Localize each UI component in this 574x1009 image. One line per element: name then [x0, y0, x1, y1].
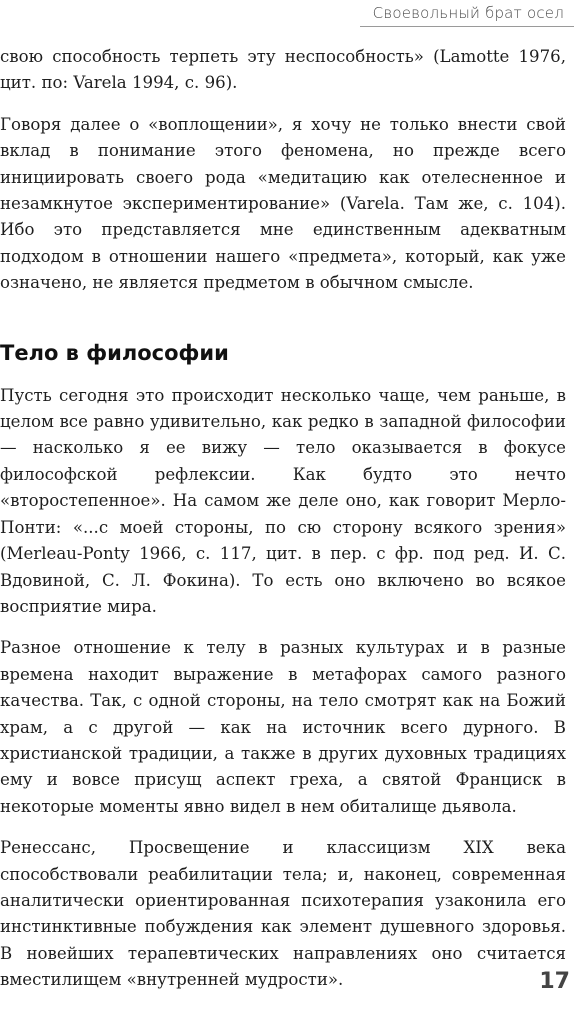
running-head-rule [360, 26, 574, 27]
page-number: 17 [539, 969, 570, 994]
paragraph-2: Говоря далее о «воплощении», я хочу не только внести свой вклад в понимание этого феномена, но прежде всего инициировать своего рода «медитацию как отелесненное и незамкнутое экспериментирование» (Varela. Там же, с. 104). Ибо это представляется мне единственным адекватным подходом в отношении нашего «предмета», который, как уже означено, не является предметом в обычном смысле. [0, 114, 566, 293]
paragraph-5: Ренессанс, Просвещение и классицизм XIX века способствовали реабилитации тела; и, наконец, современная аналитически ориентированная психотерапия узаконила его инстинктивные побуждения как элемент душевного здоровья. В новейших терапевтических направлениях оно считается вместилищем «внутренней мудрости». [0, 838, 566, 990]
page-body [0, 44, 566, 1009]
paragraph-3: Пусть сегодня это происходит несколько чаще, чем раньше, в целом все равно удивительно, как редко в западной философии — насколько я ее вижу — тело оказывается в фокусе философской рефлексии. Как будто это нечто «второстепенное». На самом же деле оно, как говорит Мерло-Понти: «...с моей стороны, по сю сторону всякого зрения» (Merleau-Ponty 1966, с. 117, цит. в пер. с фр. под ред. И. С. Вдовиной, С. Л. Фокина). То есть оно включено во всякое восприятие мира. [0, 385, 566, 616]
section-heading: Тело в философии [0, 340, 229, 365]
running-head: Своевольный брат осел [372, 4, 564, 22]
paragraph-1: свою способность терпеть эту неспособность» (Lamotte 1976, цит. по: Varela 1994, с. 96). [0, 47, 566, 93]
paragraph-4: Разное отношение к телу в разных культурах и в разные времена находит выражение в метафорах самого разного качества. Так, с одной стороны, на тело смотрят как на Божий храм, а с другой — как на источник всего дурного. В христианской традиции, а также в других духовных традициях ему и вовсе присущ аспект греха, а святой Франциск в некоторые моменты явно видел в нем обиталище дьявола. [0, 638, 566, 816]
